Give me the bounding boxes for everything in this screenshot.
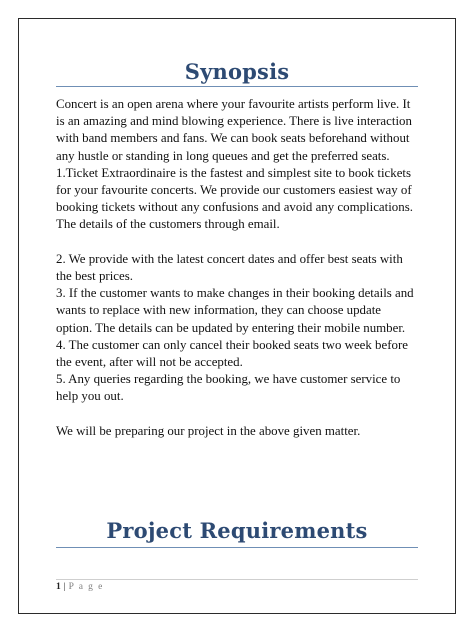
synopsis-body [56, 96, 420, 440]
paragraph-gap [56, 234, 420, 251]
page-footer [56, 582, 104, 592]
page-label: P a g e [68, 582, 104, 592]
point-4-paragraph: 4. The customer can only cancel their booked seats two week before the event, after will not be accepted. [56, 337, 408, 370]
point-3-paragraph: 3. If the customer wants to make changes in their booking details and wants to replace with new information, they can choose update option. The details can be updated by entering their mobile number. [56, 286, 414, 335]
heading-underline [56, 86, 418, 87]
footer-divider [56, 579, 418, 580]
closing-paragraph: We will be preparing our project in the above given matter. [56, 423, 361, 438]
footer-separator: | [63, 582, 66, 592]
paragraph-gap [56, 406, 420, 423]
synopsis-heading: Synopsis [184, 59, 290, 84]
intro-paragraph: Concert is an open arena where your favourite artists perform live. It is an amazing and mind blowing experience. There is live interaction with band members and fans. We can book seats beforehand without any hustle or standing in long queues and get the preferred seats. [56, 97, 412, 163]
page-number: 1 [56, 582, 61, 592]
point-5-paragraph: 5. Any queries regarding the booking, we have customer service to help you out. [56, 372, 401, 404]
point-2-paragraph: 2. We provide with the latest concert dates and offer best seats with the best prices. [56, 251, 403, 284]
project-requirements-heading: Project Requirements [106, 518, 368, 543]
heading-underline [56, 547, 418, 548]
point-1-paragraph: 1.Ticket Extraordinaire is the fastest and simplest site to book tickets for your favourite concerts. We provide our customers easiest way of booking tickets without any confusions and avoid any complications. The details of the customers through email. [56, 165, 413, 232]
